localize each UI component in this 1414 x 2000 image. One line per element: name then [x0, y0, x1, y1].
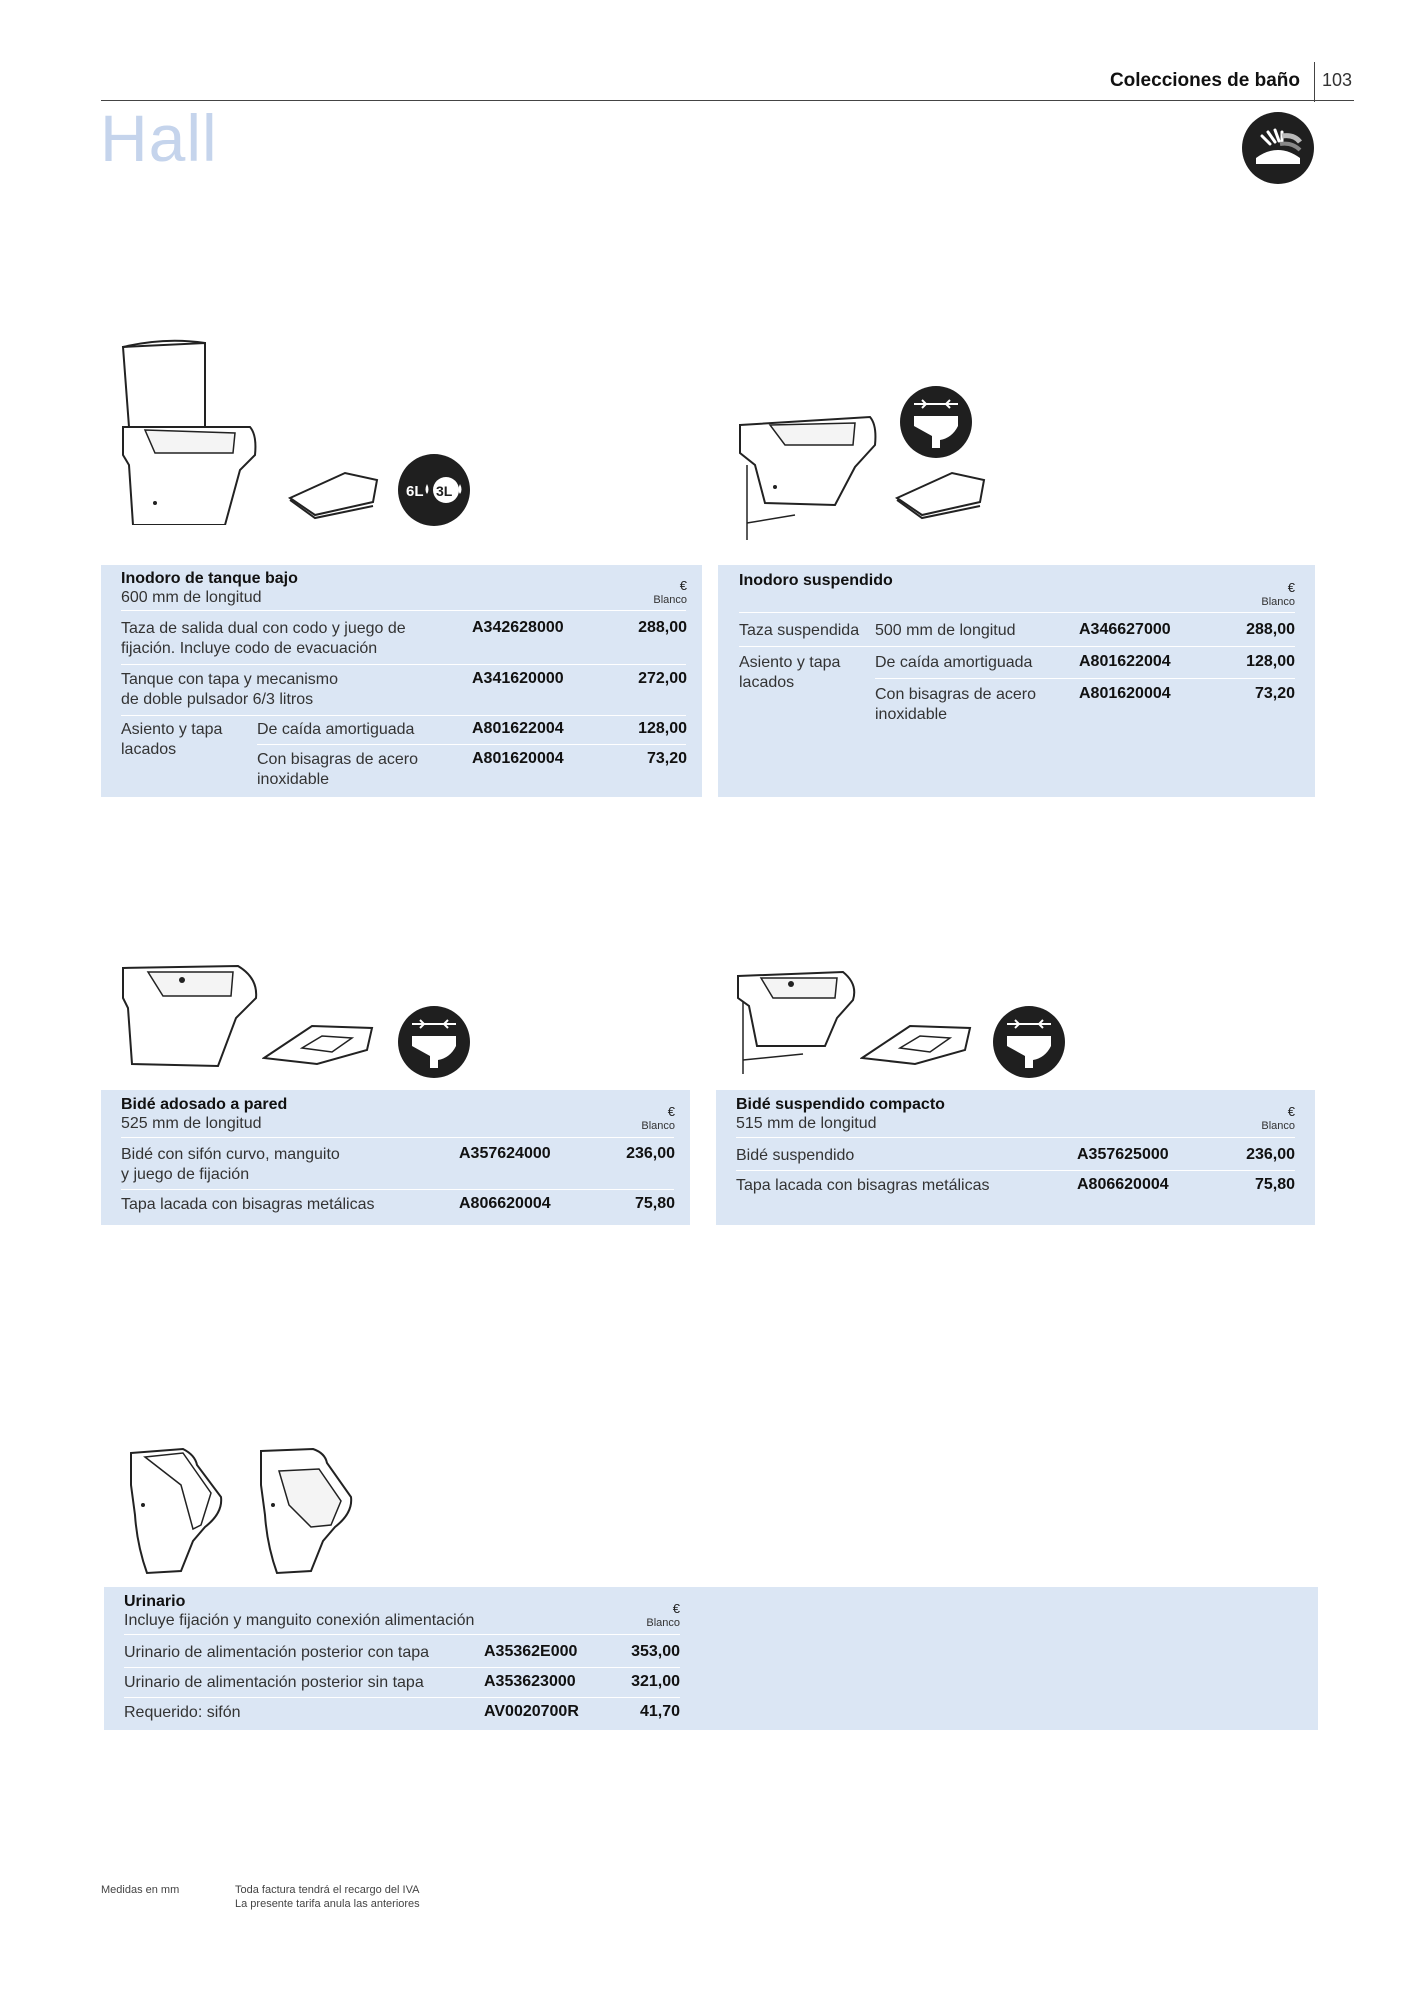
product-title: Inodoro suspendido [739, 572, 893, 589]
product-code: AV0020700R [484, 1703, 579, 1720]
item-description: Con bisagras de acero inoxidable [875, 686, 1036, 723]
product-title: Bidé adosado a pared [121, 1096, 288, 1113]
product-title: Urinario [124, 1593, 186, 1610]
row-divider [121, 610, 686, 611]
product-price: 288,00 [1246, 621, 1295, 638]
product-price: 236,00 [1246, 1146, 1295, 1163]
product-price: 288,00 [638, 619, 687, 636]
currency-symbol: € [679, 578, 687, 593]
item-description: Requerido: sifón [124, 1704, 241, 1721]
row-divider [736, 1137, 1295, 1138]
product-code: A342628000 [472, 619, 564, 636]
header-separator [1314, 62, 1315, 102]
product-code: A801622004 [1079, 653, 1171, 670]
row-divider [739, 646, 1295, 647]
row-divider [739, 612, 1295, 613]
urinal-with-lid-illustration [125, 1445, 225, 1575]
product-code: A353623000 [484, 1673, 576, 1690]
product-title: Bidé suspendido compacto [736, 1096, 945, 1113]
row-divider [124, 1667, 680, 1668]
bidet-lid-illustration [262, 1018, 377, 1068]
product-code: A801622004 [472, 720, 564, 737]
item-length: 500 mm de longitud [875, 622, 1016, 639]
product-subtitle: 525 mm de longitud [121, 1115, 262, 1132]
item-description: Urinario de alimentación posterior sin tapa [124, 1674, 424, 1691]
row-divider [124, 1697, 680, 1698]
page-number: 103 [1322, 70, 1353, 90]
finish-label: Blanco [653, 594, 687, 606]
product-price: 321,00 [631, 1673, 680, 1690]
item-description: De caída amortiguada [257, 721, 415, 738]
wash-hand-icon [1242, 112, 1314, 184]
collection-title: Hall [100, 101, 218, 175]
item-description: Tapa lacada con bisagras metálicas [121, 1196, 375, 1213]
item-description: Urinario de alimentación posterior con tapa [124, 1644, 430, 1661]
product-code: A806620004 [459, 1195, 551, 1212]
product-code: A801620004 [472, 750, 564, 767]
product-subtitle: 515 mm de longitud [736, 1115, 877, 1132]
product-code: A357625000 [1077, 1146, 1169, 1163]
product-code: A357624000 [459, 1145, 551, 1162]
product-title: Inodoro de tanque bajo [121, 570, 298, 587]
toilet-seat-illustration [285, 470, 385, 520]
measures-note: Medidas en mm [101, 1884, 180, 1896]
item-description: Tapa lacada con bisagras metálicas [736, 1177, 990, 1194]
row-divider [875, 678, 1295, 679]
finish-label: Blanco [1261, 596, 1295, 608]
item-description: Con bisagras de acero inoxidable [257, 751, 418, 788]
wall-hung-icon [398, 1006, 470, 1078]
product-price: 353,00 [631, 1643, 680, 1660]
wall-hung-icon [900, 386, 972, 458]
currency-symbol: € [672, 1601, 680, 1616]
product-subtitle: 600 mm de longitud [121, 589, 262, 606]
bidet-lid-illustration-2 [860, 1018, 975, 1068]
group-label: Asiento y tapa lacados [121, 721, 223, 758]
section-title: Colecciones de baño [1109, 70, 1300, 91]
finish-label: Blanco [1261, 1120, 1295, 1132]
finish-label: Blanco [646, 1617, 680, 1629]
item-description: Bidé suspendido [736, 1147, 855, 1164]
wall-hung-toilet-illustration [735, 405, 885, 540]
row-divider [257, 744, 686, 745]
product-price: 236,00 [626, 1145, 675, 1162]
product-code: A346627000 [1079, 621, 1171, 638]
row-divider [121, 664, 686, 665]
product-price: 75,80 [1254, 1176, 1295, 1193]
product-price: 128,00 [638, 720, 687, 737]
item-description: Bidé con sifón curvo, manguito y juego de fijación [121, 1146, 340, 1183]
currency-symbol: € [667, 1104, 675, 1119]
flush-6l-label: 6L [406, 483, 424, 500]
row-divider [121, 715, 686, 716]
wall-hung-bidet-illustration [733, 966, 858, 1076]
product-price: 73,20 [1254, 685, 1295, 702]
header-rule [101, 100, 1354, 101]
row-divider [121, 1137, 674, 1138]
currency-symbol: € [1287, 1104, 1295, 1119]
item-description: Tanque con tapa y mecanismo de doble pulsador 6/3 litros [121, 671, 339, 708]
dual-flush-icon [398, 454, 470, 526]
group-label: Asiento y tapa lacados [739, 654, 841, 691]
close-coupled-toilet-illustration [115, 335, 260, 525]
product-price: 73,20 [646, 750, 687, 767]
row-divider [736, 1170, 1295, 1171]
product-price: 75,80 [634, 1195, 675, 1212]
item-description: Taza suspendida [739, 622, 860, 639]
finish-label: Blanco [641, 1120, 675, 1132]
product-price: 41,70 [639, 1703, 680, 1720]
vat-note: Toda factura tendrá el recargo del IVA La presente tarifa anula las anteriores [235, 1884, 420, 1910]
urinal-without-lid-illustration [255, 1445, 355, 1575]
toilet-seat-illustration-2 [892, 470, 992, 520]
wall-hung-icon [993, 1006, 1065, 1078]
item-description: Taza de salida dual con codo y juego de fijación. Incluye codo de evacuación [121, 620, 406, 657]
wall-bidet-illustration [118, 958, 263, 1070]
row-divider [121, 1189, 674, 1190]
product-code: A35362E000 [484, 1643, 578, 1660]
flush-3l-label: 3L [436, 483, 453, 499]
currency-symbol: € [1287, 580, 1295, 595]
product-code: A806620004 [1077, 1176, 1169, 1193]
product-price: 128,00 [1246, 653, 1295, 670]
item-description: De caída amortiguada [875, 654, 1033, 671]
product-price: 272,00 [638, 670, 687, 687]
product-code: A801620004 [1079, 685, 1171, 702]
product-subtitle: Incluye fijación y manguito conexión alimentación [124, 1612, 475, 1629]
product-code: A341620000 [472, 670, 564, 687]
row-divider [124, 1634, 680, 1635]
